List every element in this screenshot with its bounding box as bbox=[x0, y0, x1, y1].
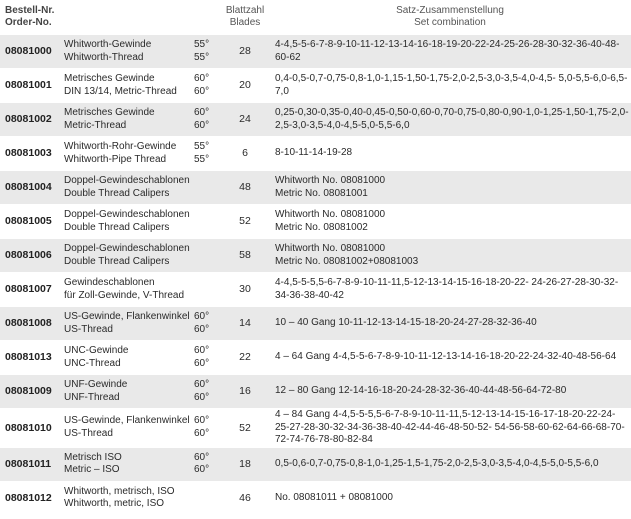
description-en: US-Thread bbox=[64, 323, 113, 335]
description-de: Doppel-Gewindeschablonen bbox=[64, 209, 190, 220]
blade-count: 46 bbox=[239, 492, 251, 504]
description-en: Whitworth-Pipe Thread bbox=[64, 153, 167, 165]
set-combination bbox=[269, 307, 631, 341]
set-text: 4-4,5-5-5,5-6-7-8-9-10-11-11,5-12-13-14-15-16-18-20-22- 24-26-27-28-30-32-34-36-38-40-42 bbox=[275, 277, 619, 301]
order-header-en: Order-No. bbox=[5, 16, 52, 28]
blades-header-de: Blattzahl bbox=[225, 5, 265, 16]
set-combination bbox=[269, 239, 631, 273]
thread-angle bbox=[194, 447, 221, 481]
table-row bbox=[0, 375, 631, 409]
blade-count: 18 bbox=[239, 457, 251, 470]
set-header-de: Satz-Zusammenstellung bbox=[396, 5, 504, 16]
angle-2: 60° bbox=[194, 85, 210, 97]
set-text: 4 – 64 Gang 4-4,5-5-6-7-8-9-10-11-12-13-14-16-18-20-22-24-32-40-48-56-64 bbox=[275, 351, 617, 363]
angle-2: 60° bbox=[194, 427, 210, 439]
table-row bbox=[0, 69, 631, 103]
order-number: 08081002 bbox=[5, 113, 52, 126]
thread-angle bbox=[194, 171, 221, 205]
description-en: Double Thread Calipers bbox=[64, 187, 170, 199]
table-row bbox=[0, 447, 631, 481]
angle-1: 60° bbox=[194, 345, 210, 356]
order-number: 08081003 bbox=[5, 147, 52, 160]
thread-angle bbox=[194, 239, 221, 273]
set-text: 4 – 84 Gang 4-4,5-5-5,5-6-7-8-9-10-11-11,5-12-13-14-15-16-17-18-20-22-24-25-27-28-30-32-34-36-38-40-42-44-46-48-50-52- 54-56-58-60-62-64-66-68-70-72-74-76-78-80-82-84 bbox=[275, 409, 625, 445]
table-row bbox=[0, 103, 631, 137]
description-de: Gewindeschablonen bbox=[64, 277, 155, 288]
set-combination bbox=[269, 481, 631, 515]
order-number: 08081013 bbox=[5, 351, 52, 364]
description bbox=[62, 137, 194, 171]
set-text: 12 – 80 Gang 12-14-16-18-20-24-28-32-36-40-44-48-56-64-72-80 bbox=[275, 385, 567, 397]
angle-1: 55° bbox=[194, 39, 210, 50]
thread-angle bbox=[194, 341, 221, 375]
set-line-1: Whitworth No. 08081000 bbox=[275, 243, 386, 254]
set-text: 0,25-0,30-0,35-0,40-0,45-0,50-0,60-0,70-0,75-0,80-0,90-1,0-1,25-1,50-1,75-2,0-2,5-3,0-3,5-4,0-4,5-5,0-5,5-6,0 bbox=[275, 107, 629, 131]
blades-header-en: Blades bbox=[229, 16, 261, 28]
blade-count: 48 bbox=[239, 181, 251, 194]
description bbox=[62, 375, 194, 409]
description-de: US-Gewinde, Flankenwinkel bbox=[64, 415, 190, 427]
description-en: UNC-Thread bbox=[64, 357, 121, 369]
description bbox=[62, 69, 194, 103]
set-line-2: Metric No. 08081002+08081003 bbox=[275, 255, 419, 267]
blade-count: 6 bbox=[242, 147, 248, 160]
table-row bbox=[0, 341, 631, 375]
order-number: 08081008 bbox=[5, 317, 52, 330]
description bbox=[62, 409, 194, 448]
description bbox=[62, 481, 194, 515]
order-number: 08081009 bbox=[5, 385, 52, 398]
blade-count: 22 bbox=[239, 351, 251, 364]
order-number: 08081011 bbox=[5, 457, 52, 470]
set-line-1: Whitworth No. 08081000 bbox=[275, 175, 386, 186]
table-row bbox=[0, 205, 631, 239]
table-row bbox=[0, 35, 631, 69]
thread-angle bbox=[194, 481, 221, 515]
description-en: Double Thread Calipers bbox=[64, 255, 170, 267]
blade-count: 16 bbox=[239, 385, 251, 398]
thread-angle bbox=[194, 103, 221, 137]
blade-count: 30 bbox=[239, 283, 251, 296]
angle-1: 60° bbox=[194, 73, 210, 84]
description-en: DIN 13/14, Metric-Thread bbox=[64, 85, 177, 97]
set-text: 4-4,5-5-6-7-8-9-10-11-12-13-14-16-18-19-20-22-24-25-26-28-30-32-36-40-48-60-62 bbox=[275, 39, 620, 63]
set-combination bbox=[269, 69, 631, 103]
angle-2: 60° bbox=[194, 357, 210, 369]
set-combination bbox=[269, 171, 631, 205]
description bbox=[62, 239, 194, 273]
description bbox=[62, 35, 194, 69]
table-row bbox=[0, 481, 631, 515]
thread-angle bbox=[194, 69, 221, 103]
angle-1: 60° bbox=[194, 107, 210, 118]
blade-count: 52 bbox=[239, 215, 251, 228]
description-en: UNF-Thread bbox=[64, 391, 120, 403]
set-text: 0,4-0,5-0,7-0,75-0,8-1,0-1,15-1,50-1,75-2,0-2,5-3,0-3,5-4,0-4,5- 5,0-5,5-6,0-6,5-7,0 bbox=[275, 73, 628, 97]
angle-1: 60° bbox=[194, 415, 210, 427]
set-combination bbox=[269, 137, 631, 171]
order-number: 08081001 bbox=[5, 79, 52, 92]
set-combination bbox=[269, 103, 631, 137]
set-combination bbox=[269, 409, 631, 448]
blade-count: 28 bbox=[239, 45, 251, 58]
description-header bbox=[62, 0, 221, 35]
set-combination-header bbox=[269, 0, 631, 35]
description bbox=[62, 205, 194, 239]
description-en: Metric – ISO bbox=[64, 464, 120, 475]
angle-2: 60° bbox=[194, 391, 210, 403]
thread-angle bbox=[194, 409, 221, 448]
set-combination bbox=[269, 375, 631, 409]
description bbox=[62, 447, 194, 481]
order-number: 08081007 bbox=[5, 283, 52, 296]
table-row bbox=[0, 137, 631, 171]
thread-angle bbox=[194, 273, 221, 307]
description-de: UNF-Gewinde bbox=[64, 379, 128, 390]
angle-2: 60° bbox=[194, 464, 210, 475]
order-number: 08081004 bbox=[5, 181, 52, 194]
set-text: No. 08081011 + 08081000 bbox=[275, 492, 393, 503]
description-en: für Zoll-Gewinde, V-Thread bbox=[64, 289, 185, 301]
description-de: Metrisches Gewinde bbox=[64, 107, 155, 118]
angle-1: 60° bbox=[194, 379, 210, 390]
angle-2: 60° bbox=[194, 323, 210, 335]
description-de: Whitworth-Rohr-Gewinde bbox=[64, 141, 177, 152]
set-text: 8-10-11-14-19-28 bbox=[275, 147, 353, 159]
set-header-en: Set combination bbox=[414, 16, 486, 28]
blade-count: 58 bbox=[239, 249, 251, 262]
order-number: 08081000 bbox=[5, 45, 52, 58]
order-header-de: Bestell-Nr. bbox=[5, 5, 55, 16]
set-text: 10 – 40 Gang 10-11-12-13-14-15-18-20-24-27-28-32-36-40 bbox=[275, 317, 537, 329]
description bbox=[62, 307, 194, 341]
description-en: Metric-Thread bbox=[64, 119, 127, 131]
angle-1: 60° bbox=[194, 451, 210, 463]
description-en: Double Thread Calipers bbox=[64, 221, 170, 233]
order-number: 08081006 bbox=[5, 249, 52, 262]
thread-angle bbox=[194, 205, 221, 239]
angle-1: 55° bbox=[194, 141, 210, 152]
order-number: 08081010 bbox=[5, 421, 52, 434]
description bbox=[62, 341, 194, 375]
set-line-2: Metric No. 08081002 bbox=[275, 221, 368, 233]
description-de: Metrisches Gewinde bbox=[64, 73, 155, 84]
thread-angle bbox=[194, 375, 221, 409]
description-de: Doppel-Gewindeschablonen bbox=[64, 243, 190, 254]
thread-angle bbox=[194, 307, 221, 341]
table-body bbox=[0, 35, 631, 516]
set-combination bbox=[269, 273, 631, 307]
set-combination bbox=[269, 447, 631, 481]
table-row bbox=[0, 171, 631, 205]
angle-2: 60° bbox=[194, 119, 210, 131]
set-combination bbox=[269, 35, 631, 69]
description-de: Whitworth-Gewinde bbox=[64, 39, 152, 50]
description-en: Whitworth-Thread bbox=[64, 51, 144, 63]
description-en: Whitworth, metric, ISO bbox=[64, 498, 165, 510]
table-row bbox=[0, 307, 631, 341]
blade-count: 20 bbox=[239, 79, 251, 92]
description-de: Doppel-Gewindeschablonen bbox=[64, 175, 190, 186]
description bbox=[62, 273, 194, 307]
table-header bbox=[0, 0, 631, 35]
set-text: 0,5-0,6-0,7-0,75-0,8-1,0-1,25-1,5-1,75-2,0-2,5-3,0-3,5-4,0-4,5-5,0-5,5-6,0 bbox=[275, 457, 599, 469]
order-number: 08081005 bbox=[5, 215, 52, 228]
order-number: 08081012 bbox=[5, 492, 52, 504]
set-line-2: Metric No. 08081001 bbox=[275, 187, 368, 199]
set-combination bbox=[269, 205, 631, 239]
description-de: US-Gewinde, Flankenwinkel bbox=[64, 311, 190, 322]
angle-2: 55° bbox=[194, 51, 210, 63]
description-de: Metrisch ISO bbox=[64, 451, 122, 463]
angle-2: 55° bbox=[194, 153, 210, 165]
table-row bbox=[0, 409, 631, 448]
description bbox=[62, 171, 194, 205]
thread-angle bbox=[194, 35, 221, 69]
blade-count: 24 bbox=[239, 113, 251, 126]
set-combination bbox=[269, 341, 631, 375]
description-de: Whitworth, metrisch, ISO bbox=[64, 485, 175, 497]
table-row bbox=[0, 239, 631, 273]
description-de: UNC-Gewinde bbox=[64, 345, 129, 356]
angle-1: 60° bbox=[194, 311, 210, 322]
description-en: US-Thread bbox=[64, 427, 113, 439]
order-no-header bbox=[0, 0, 62, 35]
blade-count: 52 bbox=[239, 421, 251, 434]
table-row bbox=[0, 273, 631, 307]
thread-angle bbox=[194, 137, 221, 171]
blade-count: 14 bbox=[239, 317, 251, 330]
blades-header bbox=[221, 0, 269, 35]
description bbox=[62, 103, 194, 137]
set-line-1: Whitworth No. 08081000 bbox=[275, 209, 386, 220]
